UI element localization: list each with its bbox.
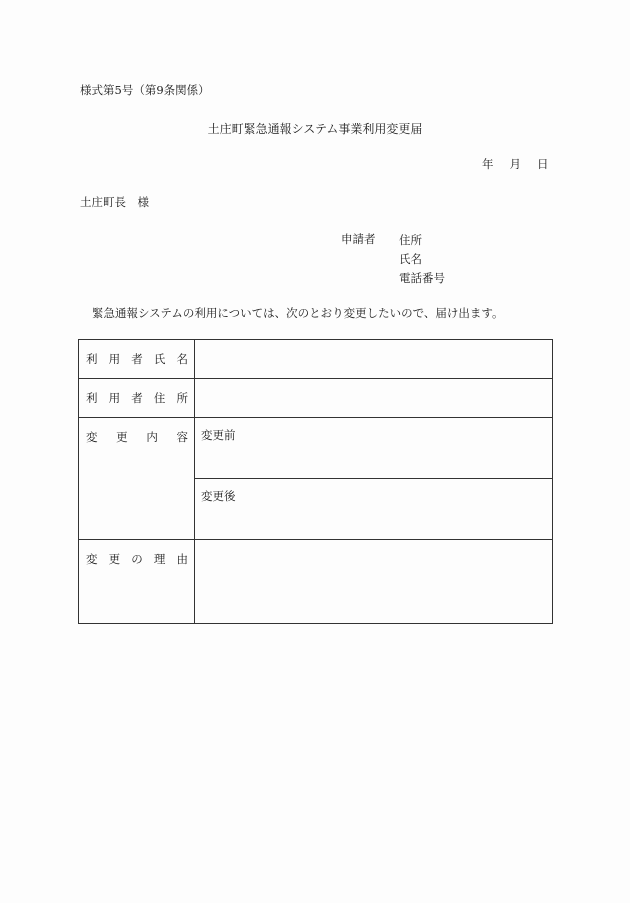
user-address-label-cell (79, 379, 195, 418)
label-char: 利 (86, 391, 98, 405)
document-title: 土庄町緊急通報システム事業利用変更届 (207, 122, 423, 136)
label-char: 由 (176, 552, 188, 566)
label-char: 用 (108, 391, 121, 405)
change-after-field[interactable] (195, 479, 553, 540)
label-char: 住 (153, 391, 166, 405)
user-name-field[interactable] (195, 340, 553, 379)
applicant-phone-label: 電話番号 (399, 271, 445, 285)
label-char: 所 (176, 391, 188, 405)
label-char: 内 (146, 430, 158, 444)
label-char: 者 (131, 391, 143, 405)
change-form-table (78, 339, 553, 624)
applicant-fields (399, 231, 445, 288)
change-reason-value (195, 540, 552, 549)
applicant-name-label: 氏名 (399, 252, 422, 266)
addressee: 土庄町長 様 (80, 195, 149, 209)
label-char: 用 (108, 352, 121, 366)
label-char: 者 (131, 352, 143, 366)
date-month: 月 (509, 157, 521, 171)
change-before-label: 変更前 (201, 428, 236, 442)
form-number: 様式第5号（第9条関係） (80, 83, 210, 97)
table-row (79, 540, 553, 624)
table-row (79, 340, 553, 379)
change-before-field[interactable] (195, 418, 553, 479)
applicant-address-label: 住所 (399, 233, 422, 247)
label-char: 容 (176, 430, 188, 444)
label-char: の (131, 552, 143, 566)
change-after-label: 変更後 (201, 489, 236, 503)
date-year: 年 (482, 157, 494, 171)
label-char: 更 (116, 430, 128, 444)
label-char: 名 (176, 352, 188, 366)
label-char: 更 (108, 552, 121, 566)
user-name-value (195, 340, 552, 349)
applicant-label: 申請者 (341, 232, 376, 246)
change-reason-label-cell (79, 540, 195, 624)
change-reason-field[interactable] (195, 540, 553, 624)
user-name-label-cell (79, 340, 195, 379)
table-row (79, 418, 553, 479)
change-content-label-cell (79, 418, 195, 540)
user-address-value (195, 379, 552, 388)
label-char: 利 (86, 352, 98, 366)
date-day: 日 (537, 157, 549, 171)
table-row (79, 379, 553, 418)
label-char: 氏 (153, 352, 166, 366)
label-char: 変 (86, 552, 98, 566)
date-line (482, 156, 549, 172)
user-address-field[interactable] (195, 379, 553, 418)
statement: 緊急通報システムの利用については、次のとおり変更したいので、届け出ます。 (92, 306, 504, 320)
label-char: 理 (153, 552, 166, 566)
label-char: 変 (86, 430, 98, 444)
